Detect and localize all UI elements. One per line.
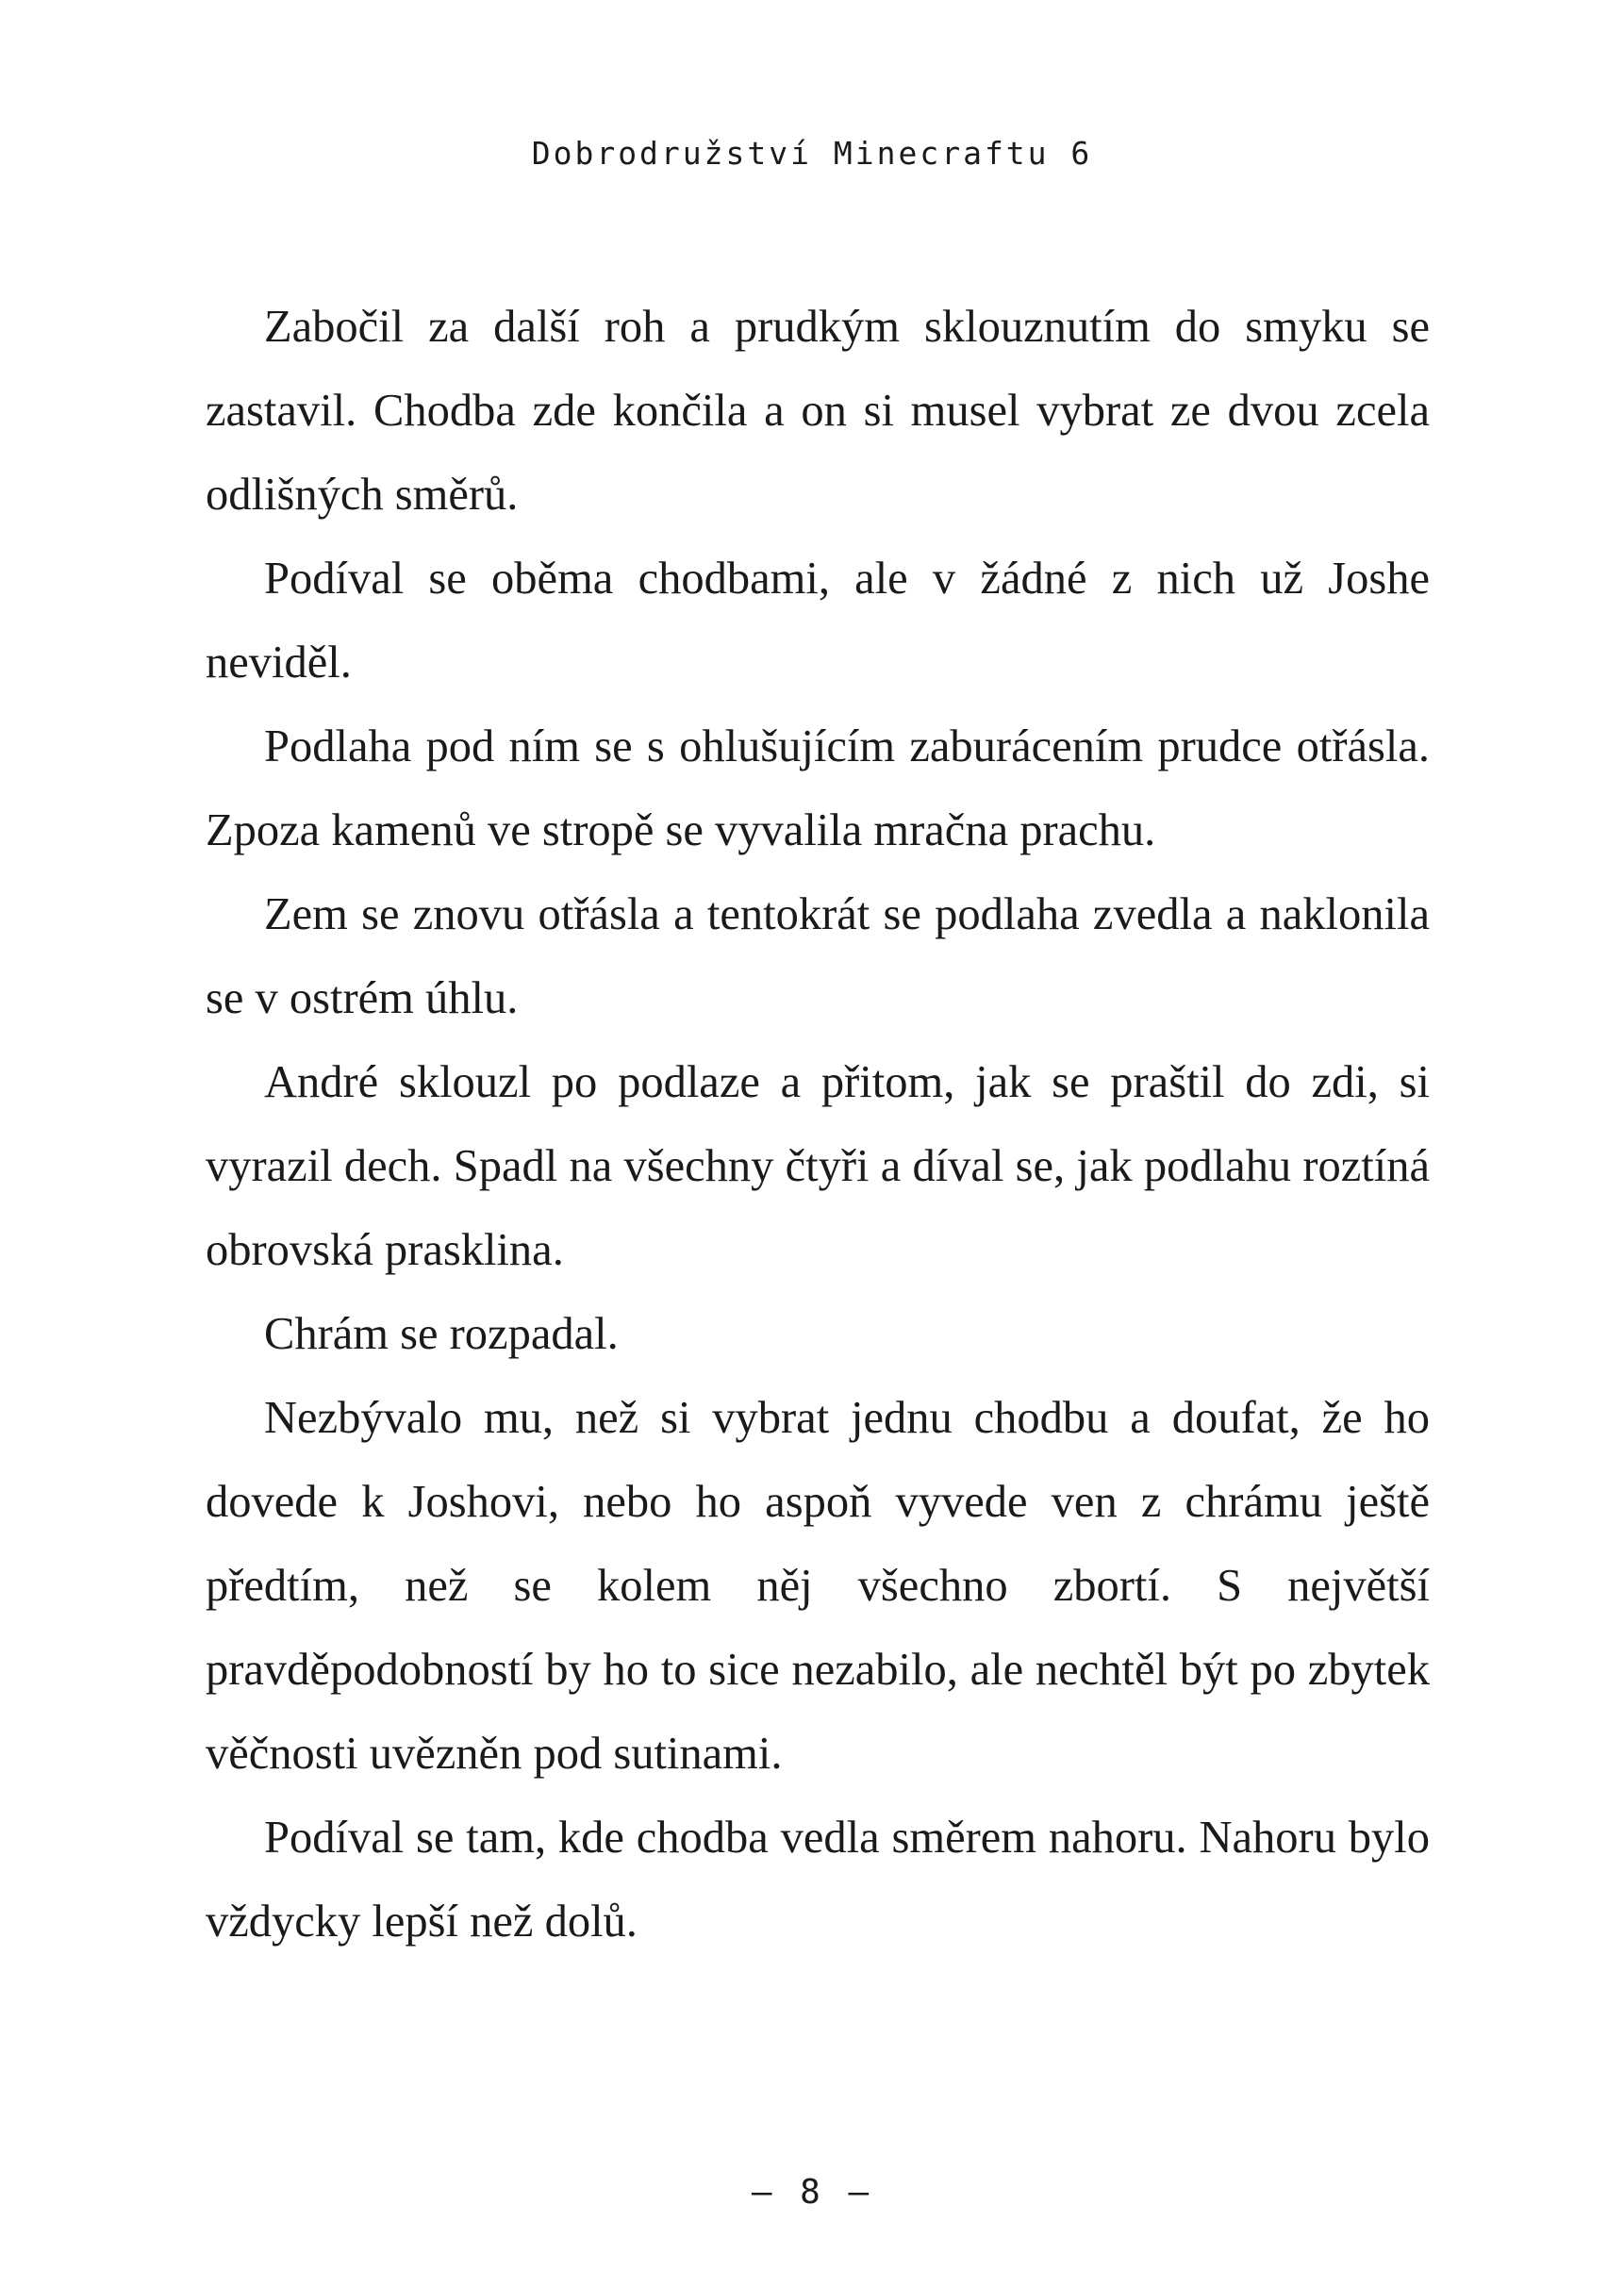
page-number: – 8 – <box>751 2173 873 2212</box>
paragraph: Zabočil za další roh a prudkým sklouznutím do smyku se zastavil. Chodba zde končila a on si musel vybrat ze dvou zcela odlišných směrů. <box>206 302 1430 520</box>
paragraph: Podíval se tam, kde chodba vedla směrem nahoru. Nahoru bylo vždycky lepší než dolů. <box>206 1813 1430 1947</box>
body-text <box>206 285 1430 1964</box>
running-head-title: Dobrodružství Minecraftu 6 <box>531 135 1093 172</box>
paragraph: Podíval se oběma chodbami, ale v žádné z nich už Joshe neviděl. <box>206 554 1430 688</box>
paragraph: Chrám se rozpadal. <box>264 1309 619 1359</box>
paragraph: Nezbývalo mu, než si vybrat jednu chodbu a doufat, že ho dovede k Joshovi, nebo ho aspoň vyvede ven z chrámu ještě předtím, než se kolem něj všechno zbortí. S největší pravděpodobností by ho to sice nezabilo, ale nechtěl být po zbytek věčnosti uvězněn pod sutinami. <box>206 1393 1430 1779</box>
paragraph: Zem se znovu otřásla a tentokrát se podlaha zvedla a naklonila se v ostrém úhlu. <box>206 889 1430 1023</box>
paragraph: Podlaha pod ním se s ohlušujícím zaburácením prudce otřásla. Zpoza kamenů ve stropě se vyvalila mračna prachu. <box>206 721 1430 855</box>
paragraph: André sklouzl po podlaze a přitom, jak se praštil do zdi, si vyrazil dech. Spadl na všechny čtyři a díval se, jak podlahu roztíná obrovská prasklina. <box>206 1057 1430 1275</box>
